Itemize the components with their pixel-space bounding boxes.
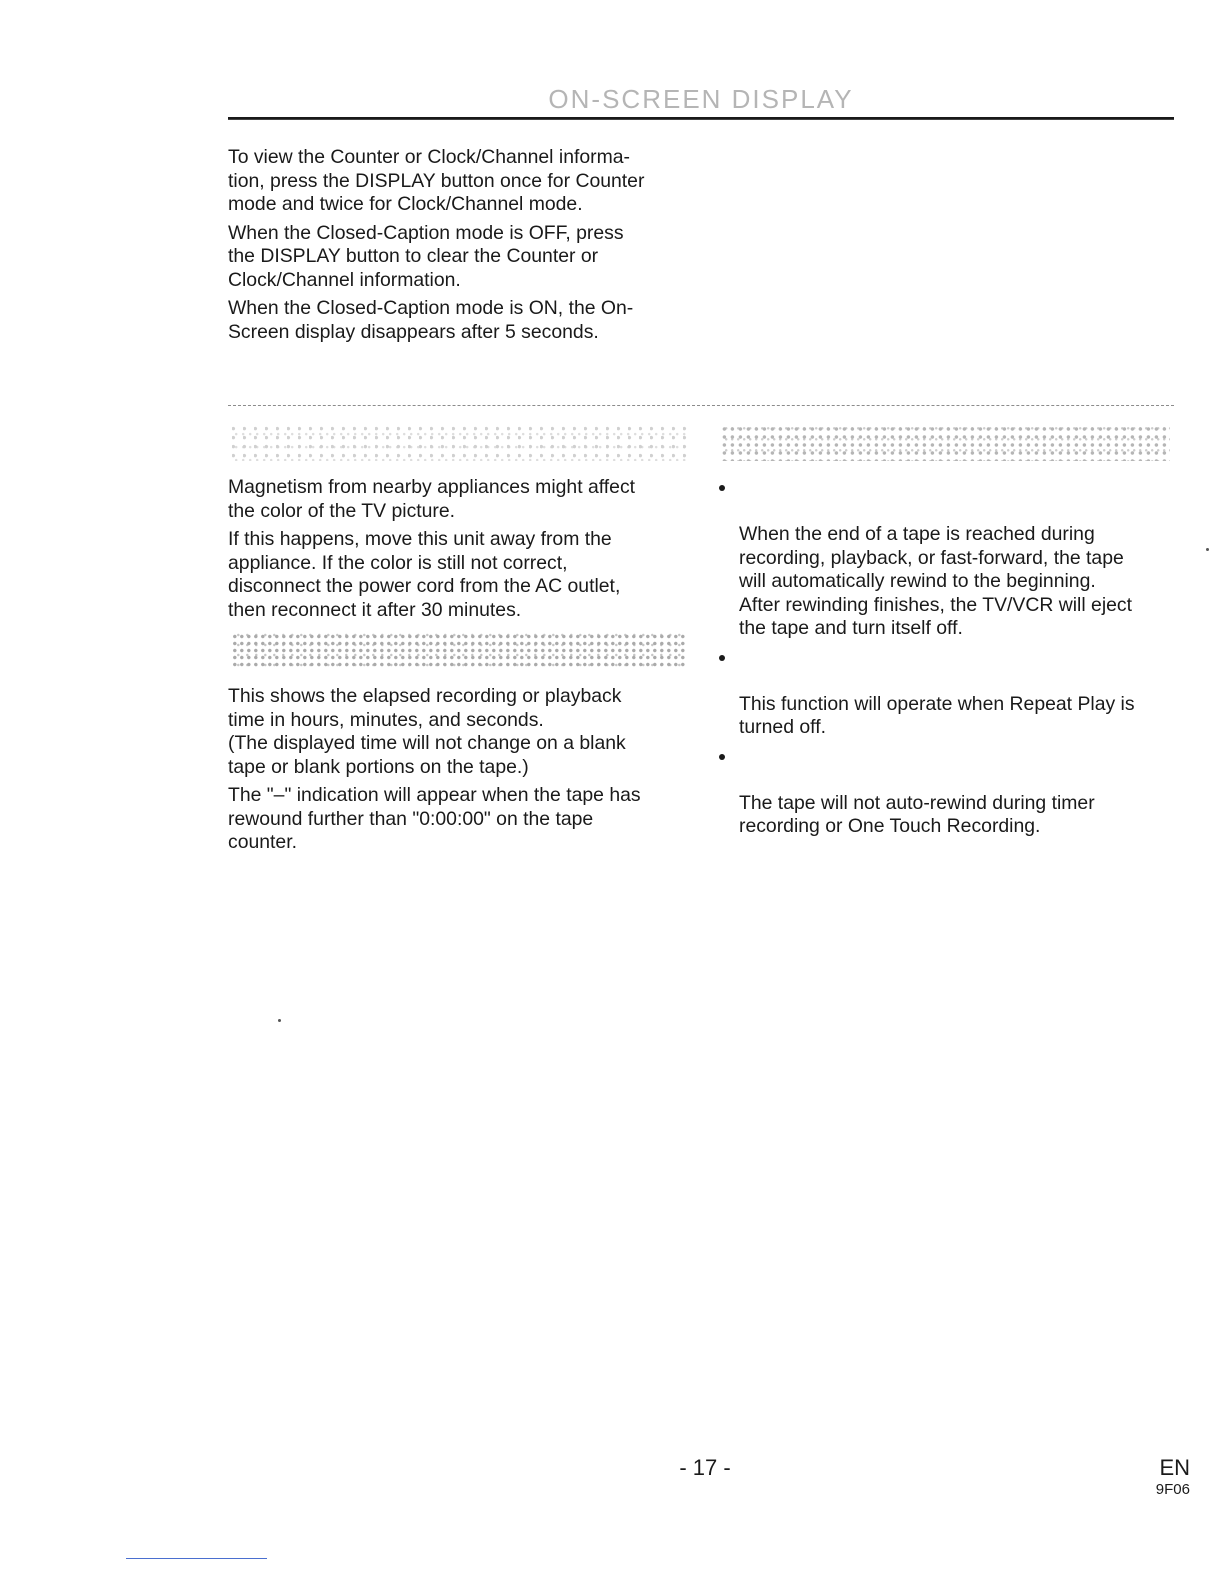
intro-paragraph: When the Closed-Caption mode is ON, the On- Screen display disappears after 5 seconds.	[228, 297, 634, 343]
language-code: EN	[1159, 1455, 1190, 1480]
model-code: 9F06	[1155, 1481, 1190, 1498]
intro-text-block	[228, 146, 698, 349]
rewind-bullet-list	[717, 476, 1172, 844]
intro-paragraph: When the Closed-Caption mode is OFF, press the DISPLAY button to clear the Counter or Clock/Channel information.	[228, 221, 624, 291]
scan-speck	[278, 1019, 281, 1022]
counter-section-heading-faded	[232, 633, 687, 669]
bullet-text: This function will operate when Repeat Play is turned off.	[739, 692, 1135, 738]
bullet-icon	[719, 485, 725, 491]
list-item	[717, 476, 1172, 641]
bullet-text: The tape will not auto-rewind during timer recording or One Touch Recording.	[739, 791, 1095, 837]
color-paragraph: Magnetism from nearby appliances might affect the color of the TV picture.	[228, 476, 636, 522]
intro-paragraph: To view the Counter or Clock/Channel informa- tion, press the DISPLAY button once for Counter mode and twice for Clock/Channel mode.	[228, 146, 645, 215]
color-section	[228, 476, 698, 627]
bullet-icon	[719, 754, 725, 760]
section-divider	[228, 405, 1174, 406]
rewind-section-heading-faded	[722, 425, 1170, 461]
color-section-heading-faded	[232, 425, 687, 461]
scan-speck	[1206, 548, 1209, 551]
counter-paragraph: This shows the elapsed recording or playback time in hours, minutes, and seconds. (The displayed time will not change on a blank tape or blank portions on the tape.)	[228, 685, 626, 778]
bottom-underline	[126, 1558, 267, 1559]
color-paragraph: If this happens, move this unit away from the appliance. If the color is still not correct, disconnect the power cord from the AC outlet, then reconnect it after 30 minutes.	[228, 528, 621, 621]
bullet-text: When the end of a tape is reached during recording, playback, or fast-forward, the tape will automatically rewind to the beginning. After rewinding finishes, the TV/VCR will eject the tape and turn itself off.	[739, 523, 1133, 639]
list-item	[717, 646, 1172, 740]
bullet-icon	[719, 655, 725, 661]
page-number: - 17 -	[679, 1455, 731, 1480]
counter-section	[228, 685, 698, 860]
list-item	[717, 745, 1172, 839]
counter-paragraph: The "–" indication will appear when the tape has rewound further than "0:00:00" on the tape counter.	[228, 784, 641, 853]
header-rule	[228, 117, 1174, 120]
page-title: ON-SCREEN DISPLAY	[548, 84, 854, 114]
